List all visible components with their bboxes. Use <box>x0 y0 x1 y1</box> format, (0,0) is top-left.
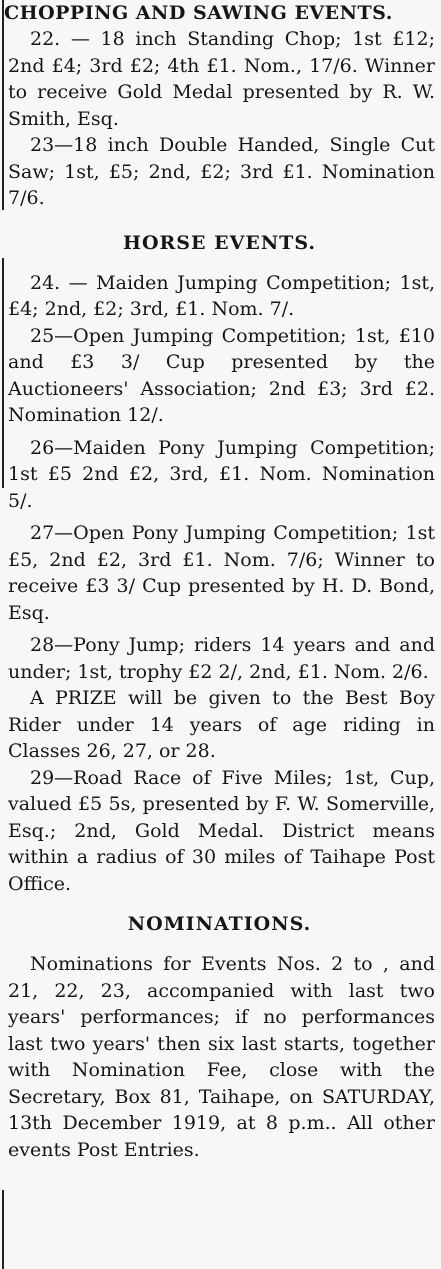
nominations-text: Nominations for Events Nos. 2 to , and 21, 22, 23, accompanied with last two years' performances; if no performances last two years' then six last starts, together with Nomination Fee, close with the Secretary, Box 81, Taihape, on SATURDAY, 13th December 1919, at 8 p.m.. All other events Post Entries. <box>8 953 435 1161</box>
event-25: 25—Open Jumping Competition; 1st, £10 and £3 3/ Cup presented by the Auctioneers' Association; 2nd £3; 3rd £2. Nomination 12/. <box>8 324 435 426</box>
prize-notice: A PRIZE will be given to the Best Boy Rider under 14 years of age riding in Classes 26, 27, or 28. <box>8 687 435 762</box>
column-rule <box>2 1190 4 1269</box>
event-29: 29—Road Race of Five Miles; 1st, Cup, valued £5 5s, presented by F. W. Somerville, Esq.; 2nd, Gold Medal. District means within a radius of 30 miles of Taihape Post Office. <box>8 766 435 895</box>
event-24: 24. — Maiden Jumping Competition; 1st, £4; 2nd, £2; 3rd, £1. Nom. 7/. <box>8 271 435 320</box>
section-heading-nominations: NOMINATIONS. <box>127 913 312 935</box>
event-28: 28—Pony Jump; riders 14 years and and under; 1st, trophy £2 2/, 2nd, £1. Nom. 2/6. <box>8 634 435 683</box>
event-27: 27—Open Pony Jumping Competition; 1st £5, 2nd £2, 3rd £1. Nom. 7/6; Winner to receive £3 3/ Cup presented by H. D. Bond, Esq. <box>8 522 435 624</box>
event-22: 22. — 18 inch Standing Chop; 1st £12; 2nd £4; 3rd £2; 4th £1. Nom., 17/6. Winner to receive Gold Medal presented by R. W. Smith, Esq. <box>8 28 435 130</box>
section-heading-horse: HORSE EVENTS. <box>123 231 316 254</box>
column-rule <box>2 0 4 210</box>
column-rule <box>2 258 4 488</box>
event-23: 23—18 inch Double Handed, Single Cut Saw; 1st, £5; 2nd, £2; 3rd £1. Nomination 7/6. <box>8 134 435 209</box>
event-26: 26—Maiden Pony Jumping Competition; 1st £5 2nd £2, 3rd, £1. Nom. Nomination 5/. <box>8 436 435 512</box>
section-heading-chopping: CHOPPING AND SAWING EVENTS. <box>4 2 393 24</box>
